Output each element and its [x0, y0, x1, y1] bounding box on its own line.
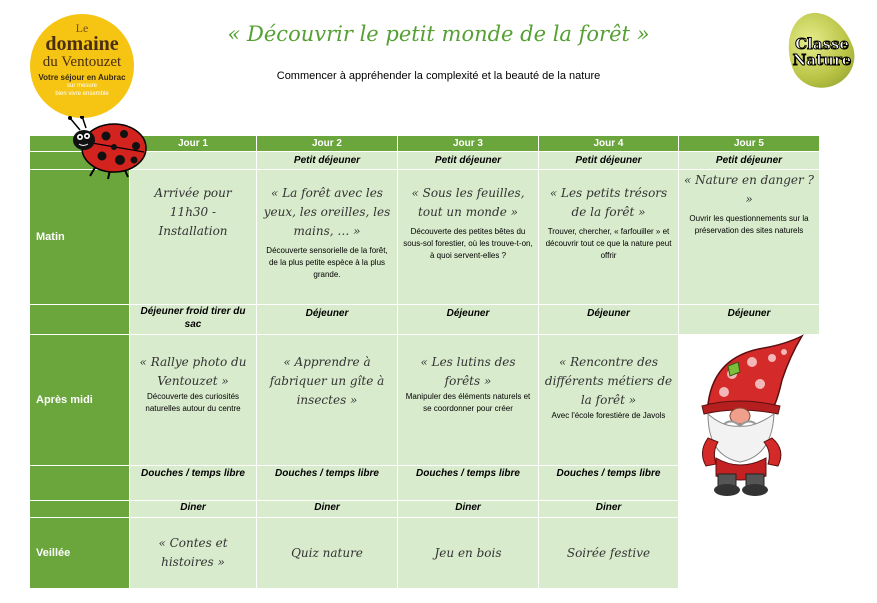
- activity-title: « La forêt avec les yeux, les oreilles, les mains, … »: [263, 186, 391, 238]
- activity-title: « Rencontre des différents métiers de la forêt »: [544, 355, 673, 407]
- activity-description: Découverte sensorielle de la forêt, de la plus petite espèce à la plus grande.: [266, 246, 388, 279]
- badge-text: [778, 36, 866, 68]
- afternoon-activity: [130, 335, 256, 465]
- morning-activity: [257, 170, 397, 304]
- classe-nature-badge: [778, 8, 866, 92]
- day-header: Jour 3: [398, 136, 538, 151]
- showers-cell: Douches / temps libre: [130, 466, 256, 500]
- lunch-cell: Déjeuner froid tirer du sac: [130, 305, 256, 334]
- page-subtitle: Commencer à appréhender la complexité et la beauté de la nature: [276, 70, 601, 82]
- row-label-blank: [30, 501, 129, 517]
- logo-tagline-3: bien vivre ensemble: [55, 91, 109, 97]
- activity-description: Découverte des petites bêtes du sous-sol forestier, où les trouve-t-on, à quoi servent-elles ?: [403, 227, 533, 260]
- showers-cell: Douches / temps libre: [539, 466, 678, 500]
- morning-activity: [539, 170, 678, 304]
- activity-description: Avec l'école forestière de Javols: [551, 411, 666, 420]
- breakfast-cell: [130, 152, 256, 169]
- dinner-cell: Diner: [130, 501, 256, 517]
- logo-line-ventouzet: du Ventouzet: [42, 54, 122, 70]
- morning-activity: [679, 170, 819, 304]
- morning-activity: [398, 170, 538, 304]
- showers-cell: Douches / temps libre: [398, 466, 538, 500]
- row-label-matin: Matin: [30, 170, 129, 304]
- page-title: « Découvrir le petit monde de la forêt »: [227, 22, 650, 46]
- activity-title: « Apprendre à fabriquer un gîte à insectes »: [269, 355, 385, 407]
- activity-title: Soirée festive: [566, 545, 651, 560]
- activity-title: Arrivée pour 11h30 - Installation: [154, 186, 232, 238]
- activity-title: Jeu en bois: [434, 545, 502, 560]
- evening-activity: [257, 518, 397, 588]
- activity-title: « Contes et histoires »: [158, 536, 228, 569]
- gnome-icon: [694, 334, 804, 498]
- logo-tagline-2: sur mesure: [66, 83, 97, 89]
- showers-cell: Douches / temps libre: [257, 466, 397, 500]
- row-label-veillee: Veillée: [30, 518, 129, 588]
- row-label-blank: [30, 466, 129, 500]
- logo-line-domaine: domaine: [45, 33, 119, 55]
- badge-line-2: Nature: [792, 51, 852, 69]
- breakfast-cell: Petit déjeuner: [679, 152, 819, 169]
- afternoon-activity: [539, 335, 678, 465]
- day-header: Jour 4: [539, 136, 678, 151]
- activity-title: « Nature en danger ? »: [684, 173, 814, 206]
- dinner-cell: Diner: [257, 501, 397, 517]
- activity-title: « Rallye photo du Ventouzet »: [139, 355, 247, 388]
- activity-description: Découverte des curiosités naturelles autour du centre: [145, 392, 241, 413]
- lunch-cell: Déjeuner: [257, 305, 397, 334]
- afternoon-activity: [398, 335, 538, 465]
- lunch-cell: Déjeuner: [398, 305, 538, 334]
- breakfast-cell: Petit déjeuner: [398, 152, 538, 169]
- activity-description: Ouvrir les questionnements sur la préservation des sites naturels: [689, 214, 809, 235]
- evening-activity: [398, 518, 538, 588]
- morning-activity: [130, 170, 256, 304]
- dinner-cell: Diner: [539, 501, 678, 517]
- breakfast-cell: Petit déjeuner: [257, 152, 397, 169]
- afternoon-activity: [257, 335, 397, 465]
- lunch-cell: Déjeuner: [539, 305, 678, 334]
- logo-line-le: Le: [75, 21, 89, 35]
- lunch-cell: Déjeuner: [679, 305, 819, 334]
- activity-description: Trouver, chercher, « farfouiller » et découvrir tout ce que la nature peut offrir: [545, 227, 672, 260]
- activity-title: « Les lutins des forêts »: [420, 355, 516, 388]
- evening-activity: [130, 518, 256, 588]
- empty-cell: [679, 501, 819, 517]
- day-header: Jour 2: [257, 136, 397, 151]
- badge-line-1: Classe: [795, 35, 849, 53]
- ladybug-icon: [66, 116, 148, 180]
- logo-tagline: Votre séjour en Aubrac: [38, 73, 126, 82]
- dinner-cell: Diner: [398, 501, 538, 517]
- row-label-apres-midi: Après midi: [30, 335, 129, 465]
- activity-title: Quiz nature: [291, 545, 363, 560]
- activity-title: « Sous les feuilles, tout un monde »: [411, 186, 525, 219]
- row-label-blank: [30, 305, 129, 334]
- empty-cell: [679, 518, 819, 588]
- day-header: Jour 5: [679, 136, 819, 151]
- activity-description: Manipuler des éléments naturels et se coordonner pour créer: [405, 392, 531, 413]
- day-header: Jour 1: [130, 136, 256, 151]
- breakfast-cell: Petit déjeuner: [539, 152, 678, 169]
- activity-title: « Les petits trésors de la forêt »: [549, 186, 668, 219]
- evening-activity: [539, 518, 678, 588]
